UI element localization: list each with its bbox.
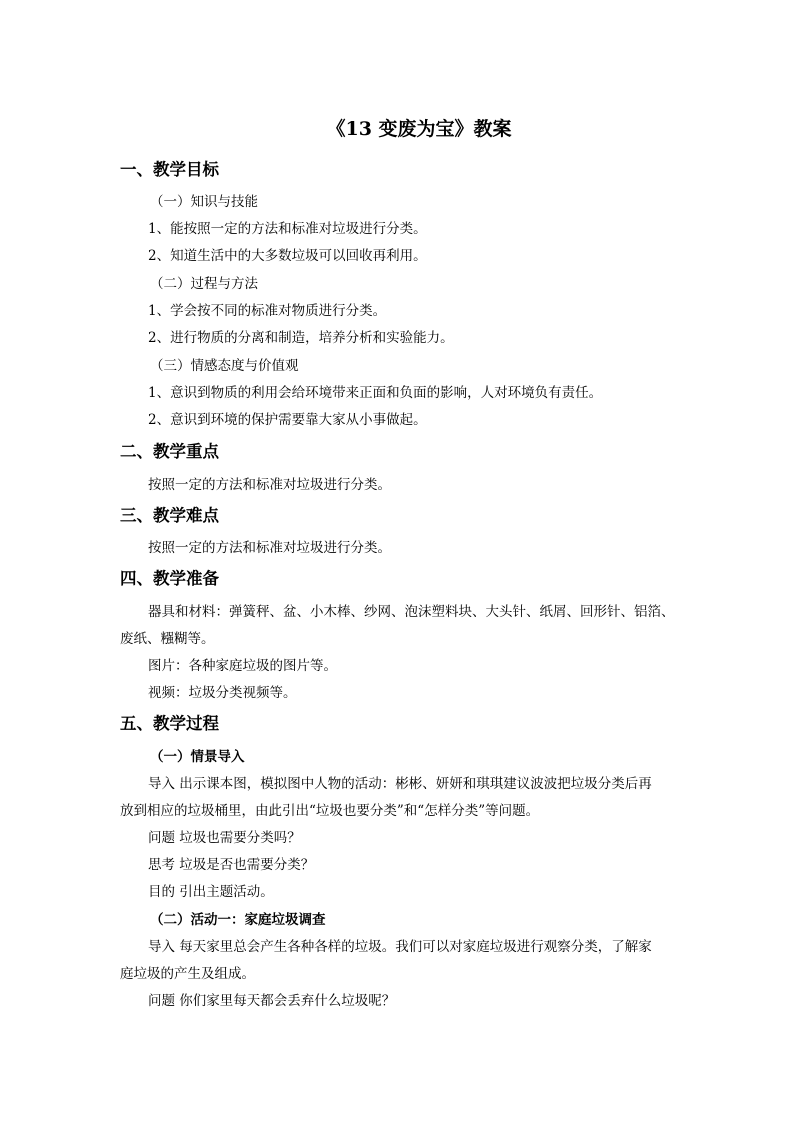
section-heading-difficulties: 三、教学难点 — [120, 506, 219, 525]
paragraph: 问题 垃圾也需要分类吗？ — [148, 830, 301, 846]
paragraph: 1、意识到物质的利用会给环境带来正面和负面的影响，人对环境负有责任。 — [148, 385, 603, 401]
paragraph: 2、意识到环境的保护需要靠大家从小事做起。 — [148, 412, 427, 428]
document-title: 《13 变废为宝》教案 — [326, 118, 512, 140]
section-heading-process: 五、教学过程 — [120, 714, 219, 733]
subheading-activity-one: （二）活动一：家庭垃圾调查 — [150, 912, 326, 928]
paragraph: 1、学会按不同的标准对物质进行分类。 — [148, 303, 387, 319]
paragraph: 目的 引出主题活动。 — [148, 884, 274, 900]
paragraph: 1、能按照一定的方法和标准对垃圾进行分类。 — [148, 221, 427, 237]
section-heading-objectives: 一、教学目标 — [120, 160, 219, 179]
subheading-knowledge-skills: （一）知识与技能 — [150, 194, 258, 210]
section-heading-preparation: 四、教学准备 — [120, 569, 219, 588]
paragraph: 导入 出示课本图，模拟图中人物的活动：彬彬、妍妍和琪琪建议波波把垃圾分类后再 — [148, 776, 652, 792]
subheading-scene-intro: （一）情景导入 — [150, 749, 245, 765]
paragraph: 图片：各种家庭垃圾的图片等。 — [148, 658, 337, 674]
paragraph: 思考 垃圾是否也需要分类？ — [148, 857, 315, 873]
subheading-attitudes-values: （三）情感态度与价值观 — [150, 358, 299, 374]
paragraph: 废纸、糨糊等。 — [120, 631, 215, 647]
paragraph: 导入 每天家里总会产生各种各样的垃圾。我们可以对家庭垃圾进行观察分类，了解家 — [148, 939, 652, 955]
section-heading-key-points: 二、教学重点 — [120, 442, 219, 461]
paragraph: 庭垃圾的产生及组成。 — [120, 966, 255, 982]
subheading-process-methods: （二）过程与方法 — [150, 276, 258, 292]
paragraph: 2、知道生活中的大多数垃圾可以回收再利用。 — [148, 248, 427, 264]
paragraph: 按照一定的方法和标准对垃圾进行分类。 — [148, 477, 391, 493]
paragraph: 器具和材料：弹簧秤、盆、小木棒、纱网、泡沫塑料块、大头针、纸屑、回形针、铝箔、 — [148, 604, 675, 620]
paragraph: 问题 你们家里每天都会丢弃什么垃圾呢？ — [148, 993, 396, 1009]
paragraph: 按照一定的方法和标准对垃圾进行分类。 — [148, 540, 391, 556]
paragraph: 视频：垃圾分类视频等。 — [148, 685, 297, 701]
paragraph: 2、进行物质的分离和制造，培养分析和实验能力。 — [148, 330, 454, 346]
paragraph: 放到相应的垃圾桶里，由此引出“垃圾也要分类”和“怎样分类”等问题。 — [120, 803, 540, 819]
